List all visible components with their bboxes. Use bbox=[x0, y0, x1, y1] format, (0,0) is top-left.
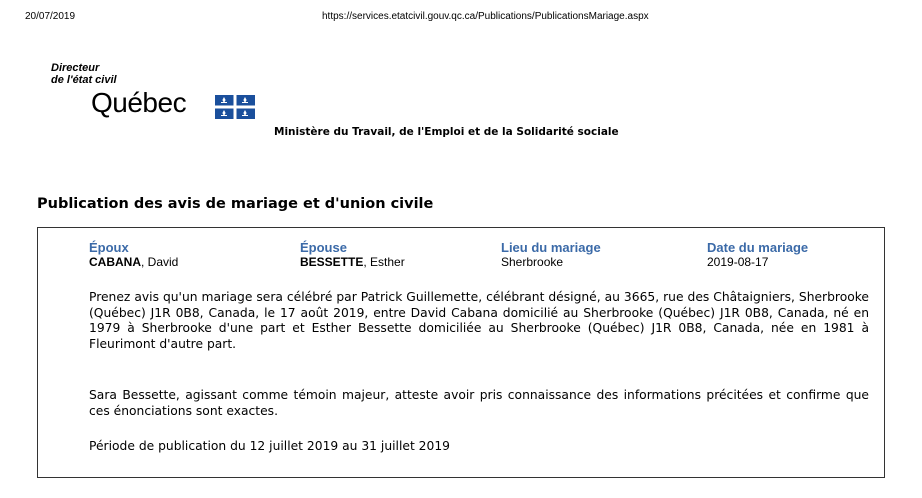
surname: BESSETTE bbox=[300, 255, 364, 269]
column-label: Époux bbox=[89, 240, 129, 255]
column-label: Lieu du mariage bbox=[501, 240, 601, 255]
print-url: https://services.etatcivil.gouv.qc.ca/Publications/PublicationsMariage.aspx bbox=[322, 11, 649, 22]
column-epoux bbox=[89, 240, 178, 270]
column-label: Date du mariage bbox=[707, 240, 809, 255]
given-name: , David bbox=[141, 255, 179, 269]
column-date bbox=[707, 240, 808, 270]
logo-line-etat-civil: de l'état civil bbox=[51, 74, 117, 86]
column-value: Sherbrooke bbox=[501, 255, 564, 269]
print-header bbox=[0, 11, 922, 25]
fleurdelise-flag-icon bbox=[215, 95, 255, 119]
page-title: Publication des avis de mariage et d'union civile bbox=[37, 196, 434, 212]
print-date: 20/07/2019 bbox=[25, 11, 76, 22]
quebec-logo bbox=[51, 62, 187, 118]
publication-period: Période de publication du 12 juillet 2019 au 31 juillet 2019 bbox=[89, 439, 450, 453]
column-value bbox=[300, 255, 405, 270]
logo-wordmark: Québec bbox=[91, 87, 187, 118]
given-name: , Esther bbox=[363, 255, 405, 269]
marriage-notice bbox=[37, 227, 885, 478]
column-epouse bbox=[300, 240, 405, 270]
column-value bbox=[89, 255, 178, 270]
witness-paragraph: Sara Bessette, agissant comme témoin majeur, atteste avoir pris connaissance des informations précitées et confirme que ces énonciations sont exactes. bbox=[89, 388, 869, 418]
surname: CABANA bbox=[89, 255, 141, 269]
ministry-name: Ministère du Travail, de l'Emploi et de la Solidarité sociale bbox=[274, 126, 619, 138]
column-lieu bbox=[501, 240, 601, 270]
logo-line-directeur: Directeur bbox=[51, 62, 100, 74]
notice-paragraph: Prenez avis qu'un mariage sera célébré par Patrick Guillemette, célébrant désigné, au 3665, rue des Châtaigniers, Sherbrooke (Québec) J1R 0B8, Canada, le 17 août 2019, entre David Cabana domicilié au Sherbrooke (Québec) J1R 0B8, Canada, né en 1979 à Sherbrooke d'une part et Esther Bessette domiciliée au Sherbrooke (Québec) J1R 0B8, Canada, née en 1981 à Fleurimont d'autre part. bbox=[89, 290, 869, 351]
column-value: 2019-08-17 bbox=[707, 255, 769, 269]
column-label: Épouse bbox=[300, 240, 347, 255]
